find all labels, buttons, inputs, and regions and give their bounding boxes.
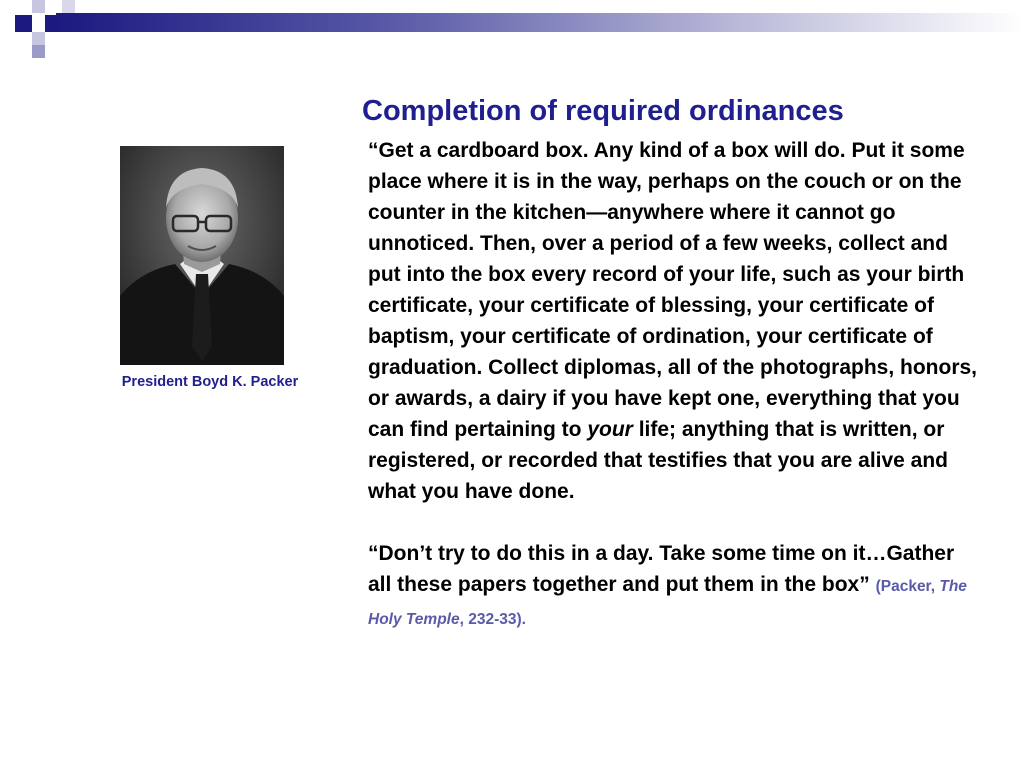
deco-square: [62, 0, 75, 13]
portrait-caption: President Boyd K. Packer: [121, 374, 299, 390]
deco-square: [15, 15, 32, 32]
citation-open: (Packer,: [875, 578, 940, 595]
quote-body: [368, 135, 978, 635]
deco-square: [32, 45, 45, 58]
quote-paragraph-1: [368, 135, 978, 507]
portrait-illustration: [120, 146, 284, 365]
citation-title: The Holy Temple: [368, 578, 967, 628]
header-decoration: [0, 0, 1024, 62]
quote-paragraph-2: [368, 538, 978, 635]
quote-1-emphasis: your: [587, 418, 633, 441]
quote-1-text-end: life; anything that is written, or registered, or recorded that testifies that you are alive and what you have done.: [368, 418, 949, 503]
slide-title: Completion of required ordinances: [362, 95, 844, 127]
citation-close: , 232-33).: [459, 611, 526, 628]
quote-2-text: “Don’t try to do this in a day. Take some time on it…Gather all these papers together and put them in the box”: [368, 542, 955, 596]
deco-square: [32, 32, 45, 45]
header-gradient-bar: [56, 13, 1024, 32]
quote-1-text: “Get a cardboard box. Any kind of a box will do. Put it some place where it is in the way, perhaps on the couch or on the counter in the kitchen—anywhere where it cannot go unnoticed. Then, over a period of a few weeks, collect and put into the box every record of your life, such as your birth certificate, your certificate of blessing, your certificate of baptism, your certificate of ordination, your certificate of graduation. Collect diplomas, all of the photographs, honors, or awards, a dairy if you have kept one, everything that you can find pertaining to: [368, 139, 978, 441]
deco-square: [45, 15, 56, 32]
portrait-photo: [120, 146, 284, 365]
deco-square: [32, 0, 45, 13]
